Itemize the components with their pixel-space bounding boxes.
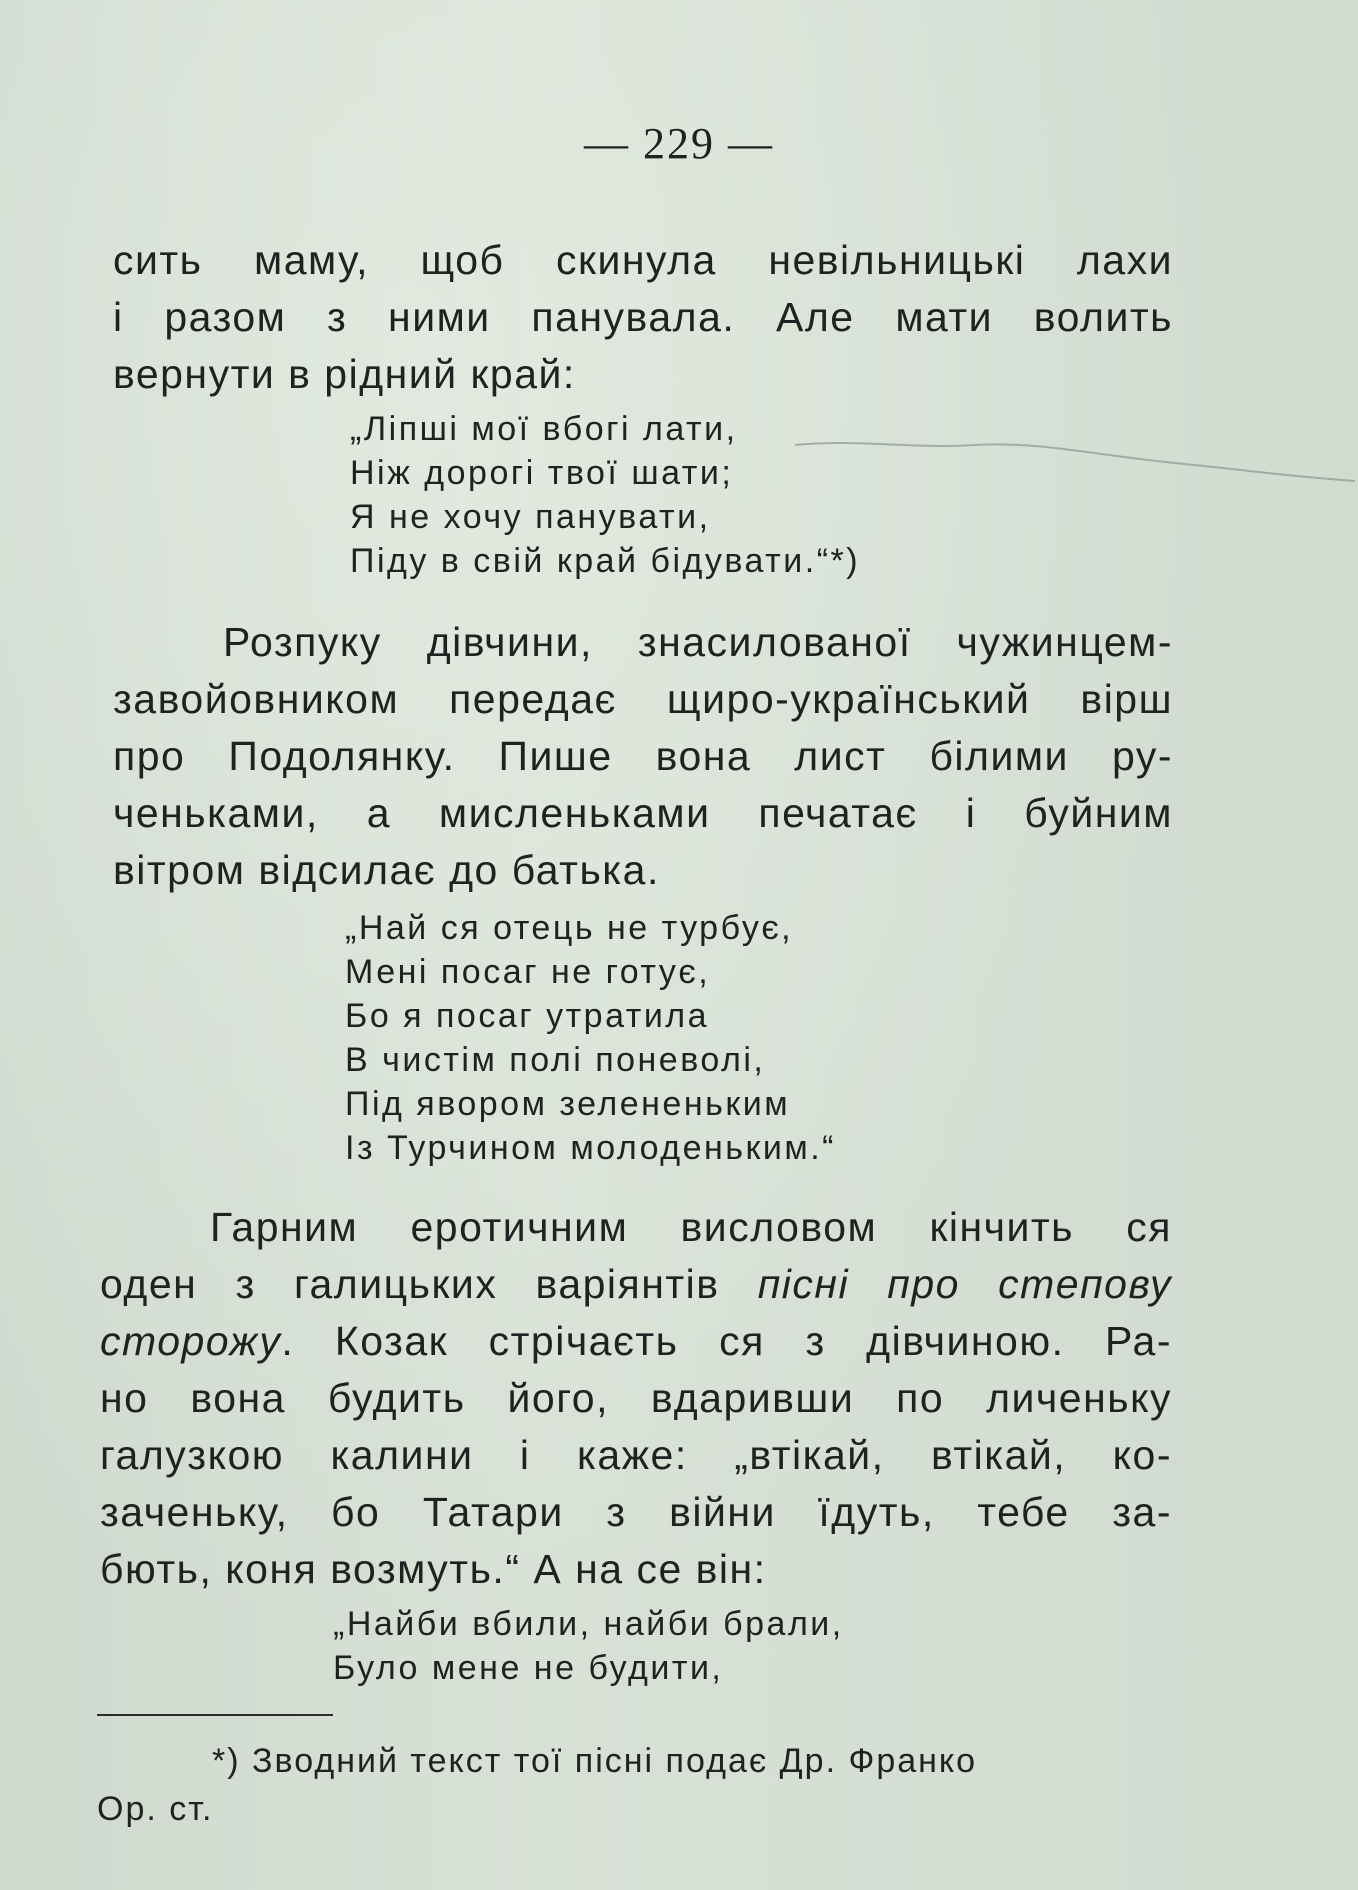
text-line: вернути в рідний край: [113,351,576,397]
text-fragment: оден з галицьких варіянтів [100,1261,758,1307]
verse-3 [333,1602,844,1690]
footnote [97,1737,1172,1833]
song-title-italic: пісні про степову [757,1261,1172,1307]
text-line: вітром відсилає до батька. [113,847,660,893]
verse-line: Я не хочу панувати, [350,498,711,536]
paragraph-3 [100,1199,1172,1598]
song-title-italic: сторожу [100,1318,282,1364]
verse-2 [345,906,836,1170]
verse-1 [350,407,860,583]
text-line: сить маму, щоб скинула невільницькі лахи [113,237,1173,283]
text-line [100,1256,1172,1313]
verse-line: „Ліпші мої вбогі лати, [350,410,738,448]
text-line: галузкою калини і каже: „втікай, втікай, ко- [100,1432,1172,1478]
verse-line: Ніж дорогі твої шати; [350,454,734,492]
text-line [100,1313,1172,1370]
text-line: про Подолянку. Пише вона лист білими ру- [113,733,1173,779]
verse-line: В чистім полі поневолі, [345,1041,766,1079]
verse-line: Піду в свій край бідувати.“*) [350,542,861,580]
text-line: ченьками, а мисленьками печатає і буйним [113,790,1173,836]
verse-line: „Най ся отець не турбує, [345,909,794,947]
verse-line: Мені посаг не готує, [345,953,711,991]
paragraph-2 [113,614,1173,899]
verse-line: Було мене не будити, [333,1649,724,1687]
text-line: заченьку, бо Татари з війни їдуть, тебе за- [100,1489,1172,1535]
page-number: — 229 — [584,119,774,168]
footnote-line: *) Зводний текст тої пісні подає Др. Франко [212,1742,978,1780]
text-fragment: . Козак стрічаєть ся з дівчиною. Ра- [281,1318,1172,1364]
text-line: бють, коня возмуть.“ А на се він: [100,1546,767,1592]
text-line: Розпуку дівчини, знасилованої чужинцем- [223,619,1173,665]
text-line: і разом з ними панувала. Але мати волить [113,294,1173,340]
text-line: завойовником передає щиро-український вірш [113,676,1173,722]
footnote-line: Ор. ст. [97,1790,214,1828]
text-line: Гарним еротичним висловом кінчить ся [210,1204,1172,1250]
verse-line: Бо я посаг утратила [345,997,710,1035]
verse-line: „Найби вбили, найби брали, [333,1605,844,1643]
text-line: но вона будить його, вдаривши по личеньку [100,1375,1172,1421]
footnote-divider [97,1714,333,1716]
verse-line: Із Турчином молоденьким.“ [345,1129,837,1167]
paragraph-1 [113,232,1173,403]
paper-tear-mark [795,435,1355,495]
verse-line: Під явором зелененьким [345,1085,791,1123]
